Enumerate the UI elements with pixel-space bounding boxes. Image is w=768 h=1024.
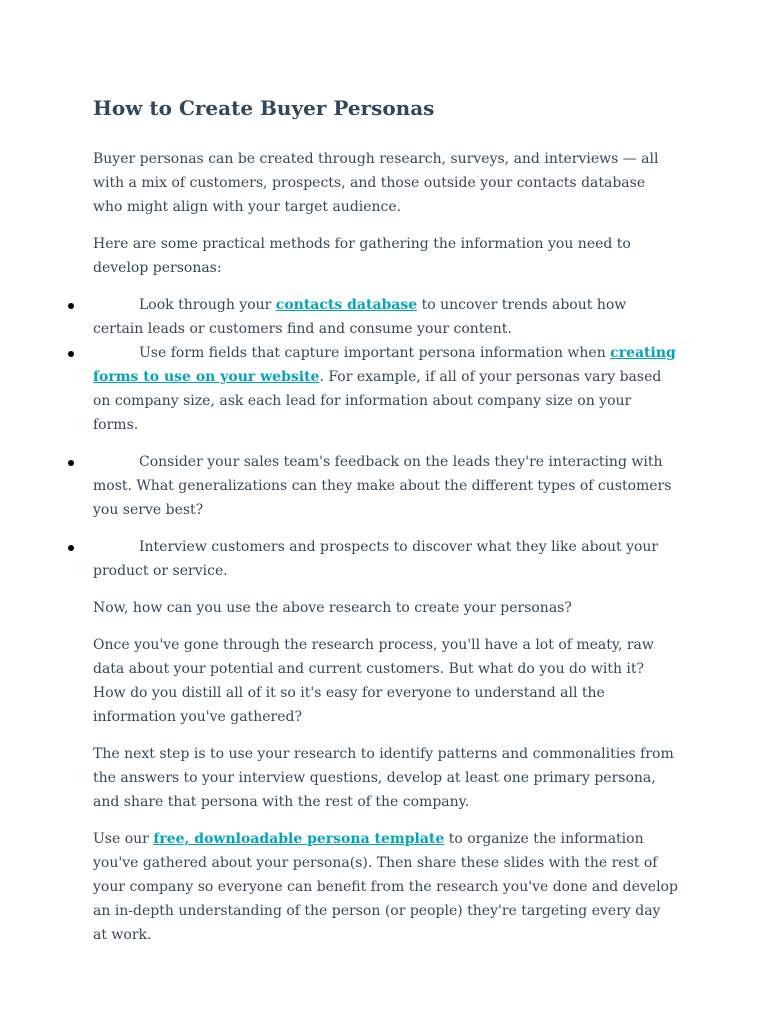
bullet-icon <box>68 303 74 309</box>
question-paragraph: Now, how can you use the above research to create your personas? <box>93 600 572 616</box>
article <box>93 92 678 960</box>
bullet-icon <box>68 460 74 466</box>
list-item <box>93 450 678 522</box>
creating-forms-link[interactable]: creating forms to use on your website <box>93 345 676 385</box>
intro-paragraph: Buyer personas can be created through research, surveys, and interviews — all with a mix of customers, prospects, and those outside your contacts database who might align with your target audience. <box>93 151 659 215</box>
next-step-paragraph: The next step is to use your research to identify patterns and commonalities from the answers to your interview questions, develop at least one primary persona, and share that persona with the rest of the company. <box>93 746 674 810</box>
list-item-text: to uncover trends about how certain leads or customers find and consume your content. <box>93 297 627 337</box>
list-item-text: Use form fields that capture important persona information when <box>139 345 611 361</box>
methods-list <box>93 293 678 583</box>
process-paragraph: Once you've gone through the research process, you'll have a lot of meaty, raw data about your potential and current customers. But what do you do with it? How do you distill all of it so it's easy for everyone to understand all the information you've gathered? <box>93 637 654 725</box>
methods-intro-paragraph: Here are some practical methods for gathering the information you need to develop personas: <box>93 236 631 276</box>
list-item <box>93 293 678 341</box>
list-item <box>93 341 678 437</box>
page-title: How to Create Buyer Personas <box>93 96 435 120</box>
list-item-text: Interview customers and prospects to discover what they like about your product or service. <box>93 539 659 579</box>
bullet-icon <box>68 545 74 551</box>
list-item-text: . For example, if all of your personas vary based on company size, ask each lead for information about company size on your forms. <box>93 369 662 433</box>
template-text: to organize the information you've gathered about your persona(s). Then share these slides with the rest of your company so everyone can benefit from the research you've done and develop an in-depth understanding of the person (or people) they're targeting every day at work. <box>93 831 678 943</box>
list-item <box>93 535 678 583</box>
list-item-text: Consider your sales team's feedback on the leads they're interacting with most. What generalizations can they make about the different types of customers you serve best? <box>93 454 672 518</box>
list-item-text: Look through your <box>139 297 276 313</box>
contacts-database-link[interactable]: contacts database <box>275 297 418 313</box>
persona-template-link[interactable]: free, downloadable persona template <box>153 831 445 847</box>
template-text: Use our <box>93 831 154 847</box>
bullet-icon <box>68 351 74 357</box>
template-paragraph <box>93 827 678 947</box>
